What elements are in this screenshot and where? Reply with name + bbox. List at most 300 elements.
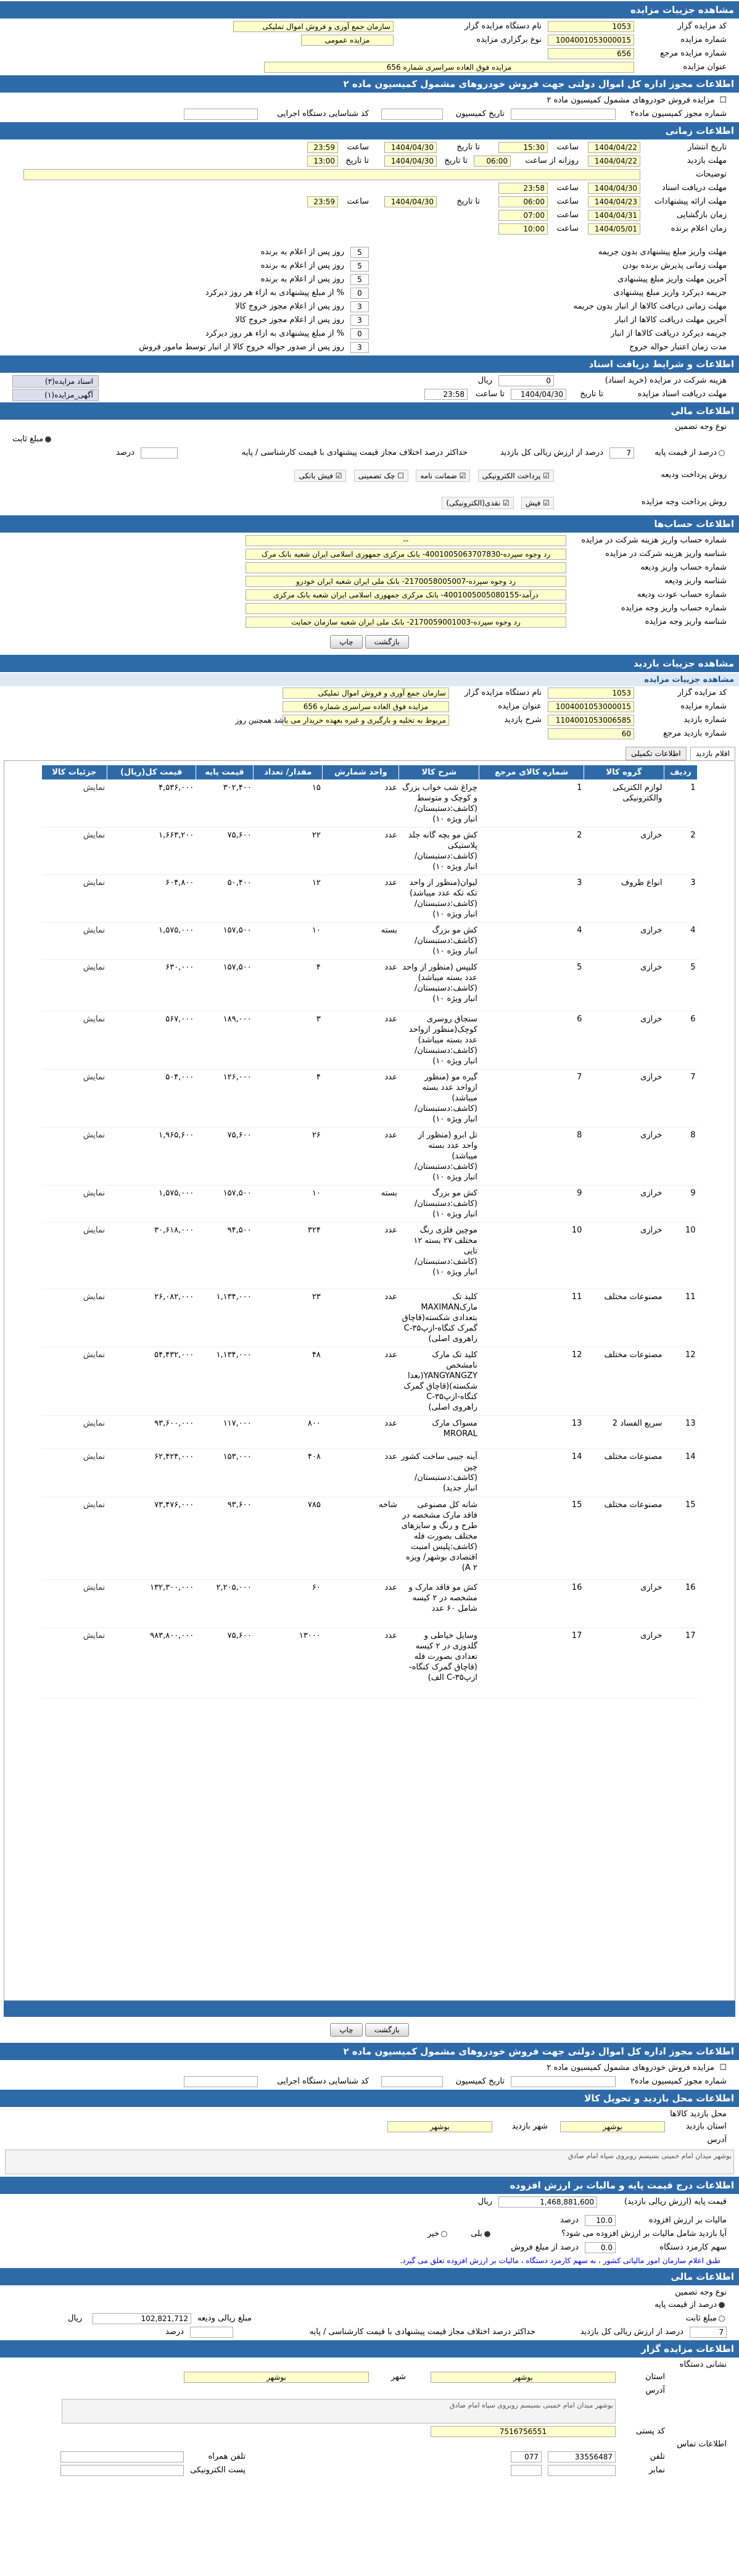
items-col-header[interactable]: قیمت پایه: [196, 765, 253, 780]
timing-rule-row: [0, 300, 739, 314]
item-ref: 7: [479, 1070, 584, 1128]
item-t: ۳۰,۶۱۸,۰۰۰: [107, 1223, 196, 1289]
ref-label: شماره مزایده مرجع: [660, 49, 727, 58]
item-q: ۲۲: [254, 828, 323, 875]
item-r: 2: [664, 828, 697, 875]
item-u: عدد: [323, 1012, 399, 1070]
item-p: ۹۴,۵۰۰: [196, 1223, 253, 1289]
fin2-max-unit: درصد: [165, 2327, 184, 2337]
item-q: ۴۰۸: [254, 1449, 323, 1497]
item-u: عدد: [323, 875, 399, 923]
timing-rule-row: [0, 327, 739, 341]
p1-label: فیش: [525, 499, 541, 507]
item-x[interactable]: نمایش: [42, 828, 107, 875]
item-u: عدد: [323, 1416, 399, 1449]
item-d: لیوان(منظور از واحد تکه تکه عدد میباشد)(کاشف:دستبستان/ انبار ویژه ۱۰): [399, 875, 479, 923]
rule-label: آخرین مهلت دریافت کالاها از انبار: [614, 315, 727, 325]
item-x[interactable]: نمایش: [42, 960, 107, 1012]
lot-desc: مربوط به تخلیه و بارگیری و غیره بعهده خریدار می باشد همچنین روز: [283, 715, 449, 726]
item-q: ۱۵: [254, 780, 323, 828]
pay-electronic-checkbox[interactable]: ☑ نقدی(الکترونیکی): [442, 497, 513, 509]
items-col-header[interactable]: گروه کالا: [584, 765, 664, 780]
dl-tl-label: تا ساعت: [475, 389, 505, 399]
auct-city: بوشهر: [184, 2372, 369, 2383]
item-x[interactable]: نمایش: [42, 1128, 107, 1186]
pct-radio[interactable]: [654, 448, 727, 457]
item-ref: 1: [479, 780, 584, 828]
item-p: ۱۵۷,۵۰۰: [196, 923, 253, 960]
item-x[interactable]: نمایش: [42, 1347, 107, 1416]
pay-receipt-checkbox[interactable]: ☑ فیش: [521, 497, 554, 509]
buttons-row-2: [0, 2017, 739, 2042]
item-q: ۱۰: [254, 923, 323, 960]
item-u: شاخه: [323, 1497, 399, 1580]
auct-tel-code: 077: [511, 2451, 542, 2462]
bid-to-time: 23:59: [307, 196, 338, 207]
timing-desc: [0, 168, 739, 181]
items-col-header[interactable]: جزئیات کالا: [42, 765, 107, 780]
items-col-header[interactable]: قیمت کل(ریال): [107, 765, 196, 780]
item-r: 12: [664, 1347, 697, 1416]
vat-no-radio[interactable]: [427, 2229, 449, 2238]
auct-addr: بوشهر میدان امام خمینی بسیسم روبروی سپاه امام صادق: [62, 2399, 616, 2424]
permit2-date: [381, 2076, 443, 2087]
title-field: مزایده فوق العاده سراسری شماره 656: [264, 62, 634, 73]
visitloc-addr-row: [0, 2134, 739, 2147]
item-u: عدد: [323, 1223, 399, 1289]
account-row: [0, 575, 739, 588]
permit2-num-label: شماره مجوز کمیسیون ماده۲: [630, 2077, 727, 2086]
permit-date-field: [381, 109, 443, 120]
auct-fax-row: [0, 2464, 739, 2477]
permit-row2: [0, 107, 739, 121]
pct-desc: درصد از ارزش ریالی کل بازدید: [500, 448, 603, 457]
item-p: ۵۰,۴۰۰: [196, 875, 253, 923]
pub-time-label: ساعت: [556, 143, 579, 152]
fin2-pctv-row: [0, 2325, 739, 2339]
item-g: مصنوعات مختلف: [584, 1449, 664, 1497]
item-p: ۱۸۹,۰۰۰: [196, 1012, 253, 1070]
auct-addr-label: آدرس: [645, 2386, 665, 2395]
item-r: 17: [664, 1628, 697, 1698]
visit-city-label: شهر بازدید: [511, 2122, 548, 2131]
item-ref: 16: [479, 1580, 584, 1628]
item-g: خرازی: [584, 1012, 664, 1070]
base-field: 1,468,881,600: [498, 2196, 597, 2208]
timing-open: [0, 209, 739, 222]
item-p: ۱,۱۳۴,۰۰۰: [196, 1289, 253, 1347]
item-d: چراغ شب خواب بزرگ و کوچک و متوسط (کاشف:دستبستان/ انبار ویژه ۱۰): [399, 780, 479, 828]
account-value: رد وجوه سپرده-4001005063707830- بانک مرکزی جمهوری اسلامی ایران شعبه بانک مرک: [246, 549, 566, 560]
item-t: ۱۳۲,۳۰۰,۰۰۰: [107, 1580, 196, 1628]
account-label: شماره حساب واریز وجه مزایده: [621, 604, 727, 613]
account-row: [0, 547, 739, 561]
permit-code-field: [184, 109, 258, 120]
lot-row4: [0, 727, 739, 741]
bid-time: 06:00: [498, 196, 548, 207]
fee-label: هزینه شرکت در مزایده (خرید اسناد): [605, 376, 727, 385]
fin2-pct-label: درصد از قیمت پایه: [654, 2300, 717, 2309]
item-r: 4: [664, 923, 697, 960]
method-guarantee-checkbox[interactable]: ☑ ضمانت نامه: [416, 470, 470, 482]
auctioneer-header: اطلاعات مزایده گزار: [0, 2340, 739, 2358]
max-field: [141, 447, 178, 459]
dep-type-label: نوع وجه تضمین: [675, 422, 727, 431]
item-p: ۷۵,۶۰۰: [196, 1128, 253, 1186]
account-label: شماره حساب عودت ودیعه: [637, 590, 727, 599]
visit-addr: بوشهر میدان امام خمینی بسیسم روبروی سپاه امام صادق: [5, 2150, 734, 2174]
account-row: [0, 588, 739, 602]
pct-field: 7: [609, 447, 634, 459]
open-time: 07:00: [498, 210, 548, 221]
method-electronic-checkbox[interactable]: ☑ پرداخت الکترونیکی: [478, 470, 554, 482]
com-unit: درصد از مبلغ فروش: [511, 2243, 579, 2252]
item-u: عدد: [323, 828, 399, 875]
item-u: عدد: [323, 1289, 399, 1347]
bid-to-date: 1404/04/30: [384, 196, 437, 207]
num-field: 1004001053000015: [548, 35, 634, 46]
items-col-header[interactable]: واحد شمارش: [323, 765, 399, 780]
items-body: [42, 780, 698, 1698]
method-receipt-checkbox[interactable]: ☑ فیش بانکی: [294, 470, 346, 482]
pay-method-label: روش پرداخت وجه مزایده: [641, 497, 727, 507]
fixed-radio-dot: [45, 436, 51, 442]
ann-date: 1404/05/01: [588, 223, 640, 235]
item-g: لوازم الکتریکی والکترونیکی: [584, 780, 664, 828]
rule-label: مدت زمان اعتبار حواله خروج: [629, 343, 727, 352]
permit2-checkbox[interactable]: ☐: [719, 2063, 727, 2072]
item-g: خرازی: [584, 1628, 664, 1698]
fin2-pct-radio[interactable]: [654, 2300, 727, 2309]
item-u: عدد: [323, 960, 399, 1012]
item-r: 11: [664, 1289, 697, 1347]
items-col-header[interactable]: شرح کالا: [399, 765, 479, 780]
item-p: ۱,۱۳۴,۰۰۰: [196, 1347, 253, 1416]
m1-label: پرداخت الکترونیکی: [482, 472, 541, 480]
visit-addr-label: آدرس: [707, 2135, 727, 2145]
items-table: [41, 765, 698, 1698]
item-x[interactable]: نمایش: [42, 1628, 107, 1698]
item-x[interactable]: نمایش: [42, 923, 107, 960]
fin2-header: اطلاعات مالی: [0, 2268, 739, 2285]
tab-items[interactable]: اقلام بازدید: [690, 747, 735, 760]
timing-header: اطلاعات زمانی: [0, 122, 739, 139]
permit-c1: مزایده فروش خودروهای مشمول کمیسیون ماده ۲: [547, 96, 714, 105]
lot-num-label: شماره مزایده: [680, 702, 727, 711]
print-button-2[interactable]: چاپ: [330, 2023, 362, 2037]
item-t: ۹۳,۶۰۰,۰۰۰: [107, 1416, 196, 1449]
item-q: ۴: [254, 960, 323, 1012]
lot-title: مزایده فوق العاده سراسری شماره 656: [283, 701, 449, 712]
fin2-fixed-label: مبلغ ثابت: [685, 2314, 717, 2323]
lot-org: سازمان جمع آوری و فروش اموال تملیکی: [283, 688, 449, 699]
item-d: تل ابرو (منظور از واحد عدد بسته میباشد)(کاشف:دستبستان/ انبار ویژه ۱۰): [399, 1128, 479, 1186]
rule-label: مهلت زمانی دریافت کالاها از انبار بدون جریمه: [573, 302, 727, 311]
desc-field: [23, 169, 640, 180]
item-row: [42, 1186, 698, 1223]
items-col-header[interactable]: ردیف: [664, 765, 697, 780]
rule-label: آخرین مهلت واریز مبلغ پیشنهادی: [617, 275, 727, 284]
item-p: ۷۵,۶۰۰: [196, 1628, 253, 1698]
lot-num: 1004001053000015: [548, 701, 634, 712]
vat-question: آیا بازدید شامل مالیات بر ارزش افزوده می شود؟: [561, 2229, 727, 2238]
item-d: مسواک مارک MRORAL: [399, 1416, 479, 1449]
item-t: ۵۶۷,۰۰۰: [107, 1012, 196, 1070]
item-row: [42, 780, 698, 828]
permit-code-label: کد شناسایی دستگاه اجرایی: [277, 109, 369, 118]
item-p: ۱۵۳,۰۰۰: [196, 1449, 253, 1497]
item-q: ۱۳۰۰۰: [254, 1628, 323, 1698]
timing-bid: [0, 195, 739, 209]
vat-yes-radio[interactable]: [471, 2229, 492, 2238]
fin2-pct-field: 7: [690, 2327, 727, 2338]
row-num: [0, 33, 739, 47]
item-q: ۴۸: [254, 1347, 323, 1416]
desc-label: توضیحات: [696, 170, 727, 179]
fin2-amt: 102,821,712: [93, 2313, 191, 2324]
rule-value: 0: [350, 328, 369, 339]
lot-tabs: [0, 741, 739, 760]
permit2-row2: [0, 2075, 739, 2088]
m3-label: چک تضمینی: [358, 472, 395, 480]
visit-city: بوشهر: [387, 2121, 492, 2132]
m2-label: ضمانت نامه: [420, 472, 457, 480]
rule-unit: روز پس از اعلام مجوز خروج کالا: [235, 302, 344, 311]
open-label: زمان بازگشایی: [677, 210, 727, 220]
item-r: 7: [664, 1070, 697, 1128]
dep-type-row: [0, 433, 739, 446]
item-row: [42, 828, 698, 875]
visit-to-label: تا تاریخ: [444, 156, 468, 165]
fixed-radio[interactable]: [12, 434, 53, 444]
item-x[interactable]: نمایش: [42, 875, 107, 923]
ad-download-button[interactable]: آگهی_مزایده(۱): [12, 389, 99, 401]
pub-to-date: 1404/04/30: [384, 142, 437, 153]
auct-tel: 33556487: [548, 2451, 616, 2462]
account-value: درآمد-4001005005080155- بانک مرکزی جمهوری اسلامی ایران شعبه بانک مرکزی: [246, 589, 566, 600]
docs-deadline-row: [0, 388, 739, 401]
timing-rule-row: [0, 341, 739, 354]
dl-label: مهلت دریافت اسناد مزایده: [637, 389, 727, 399]
item-q: ۸۰۰: [254, 1416, 323, 1449]
account-label: شناسه واریز وجه مزایده: [645, 617, 727, 626]
visit-prov: بوشهر: [560, 2121, 665, 2132]
item-t: ۴,۵۳۶,۰۰۰: [107, 780, 196, 828]
print-button[interactable]: چاپ: [330, 635, 362, 649]
back-button[interactable]: بازگشت: [365, 635, 409, 649]
item-r: 16: [664, 1580, 697, 1628]
item-g: مصنوعات مختلف: [584, 1497, 664, 1580]
item-u: عدد: [323, 1128, 399, 1186]
lot-code: 1053: [548, 688, 634, 699]
item-d: وسایل خیاطی و گلدوزی در ۲ کیسه تعدادی بصورت فله (قاچاق گمرک کنگاه-ازپ۳۵-C الف): [399, 1628, 479, 1698]
pct-label: درصد از قیمت پایه: [654, 448, 717, 457]
vat-yes-dot: [484, 2231, 490, 2237]
rule-value: 5: [350, 260, 369, 272]
auct-zip-label: کد پستی: [635, 2427, 665, 2436]
title-label: عنوان مزایده: [683, 62, 727, 72]
item-q: ۴: [254, 1070, 323, 1128]
visit-prov-label: استان بازدید: [685, 2122, 727, 2131]
pct-radio-dot: [719, 450, 725, 456]
com-label: سهم کارمزد دستگاه: [659, 2243, 727, 2252]
rule-label: جریمه دیرکرد واریز مبلغ پیشنهادی: [613, 288, 727, 297]
item-ref: 8: [479, 1128, 584, 1186]
item-q: ۲۶: [254, 1128, 323, 1186]
timing-ann: [0, 222, 739, 236]
item-d: آینه جیبی ساخت کشور چین (کاشف:دستبستان/ انبار جدید): [399, 1449, 479, 1497]
account-row: [0, 602, 739, 615]
auct-email-label: پست الکترونیکی: [190, 2466, 246, 2475]
visit-time: 06:00: [474, 156, 511, 167]
permit-checkbox[interactable]: ☐: [719, 96, 727, 105]
items-panel: [4, 760, 735, 2001]
method-check-checkbox[interactable]: ☐ چک تضمینی: [354, 470, 408, 482]
price-header: اطلاعات درج قیمت پایه و مالیات بر ارزش افزوده: [0, 2177, 739, 2194]
item-ref: 5: [479, 960, 584, 1012]
lot-ref-label: شماره بازدید مرجع: [663, 729, 727, 738]
item-u: عدد: [323, 780, 399, 828]
permit2-code-label: کد شناسایی دستگاه اجرایی: [277, 2077, 369, 2086]
item-d: کلید تک مارکMAXIMAN بتعدادی شکسته(قاچاق گمرک کنگاه-ازپ۳۵-C راهروی اصلی): [399, 1289, 479, 1347]
auct-email: [60, 2465, 184, 2476]
bid-to-label: تا تاریخ: [456, 197, 480, 206]
permit-header: اطلاعات مجوز اداره کل اموال دولتی جهت فروش خودروهای مشمول کمیسیون ماده ۲: [0, 75, 739, 93]
fin2-amt-unit: ریال: [68, 2314, 83, 2323]
item-x[interactable]: نمایش: [42, 1497, 107, 1580]
item-d: کش مو بزرگ (کاشف:دستبستان/ انبار ویژه ۱۰): [399, 923, 479, 960]
item-q: ۶۰: [254, 1580, 323, 1628]
fin-header: اطلاعات مالی: [0, 402, 739, 420]
doc-time: 23:58: [498, 183, 548, 194]
item-r: 5: [664, 960, 697, 1012]
item-ref: 10: [479, 1223, 584, 1289]
rule-label: جریمه دیرکرد دریافت کالاها از انبار: [611, 329, 727, 338]
item-ref: 2: [479, 828, 584, 875]
item-row: [42, 1449, 698, 1497]
docs-fee-row: [0, 374, 739, 388]
auction-details-header: مشاهده جزییات مزایده: [0, 1, 739, 19]
docs-download-button[interactable]: اسناد مزایده(۳): [12, 375, 99, 388]
item-u: عدد: [323, 1628, 399, 1698]
item-r: 8: [664, 1128, 697, 1186]
acc-header: اطلاعات حساب‌ها: [0, 515, 739, 533]
item-t: ۲۶,۰۸۲,۰۰۰: [107, 1289, 196, 1347]
item-r: 9: [664, 1186, 697, 1223]
permit-num-label: شماره مجوز کمیسیون ماده۲: [630, 109, 727, 118]
item-g: خرازی: [584, 1186, 664, 1223]
bid-date: 1404/04/23: [588, 196, 640, 207]
vat-field: 10.0: [585, 2215, 616, 2226]
lot-row3: [0, 713, 739, 727]
item-x[interactable]: نمایش: [42, 1223, 107, 1289]
timing-rule-row: [0, 314, 739, 327]
visit-daily-label: روزانه از ساعت: [525, 156, 579, 165]
dl-time: 23:58: [424, 389, 468, 400]
dl-date: 1404/04/30: [511, 389, 566, 400]
row-title: [0, 60, 739, 74]
rule-value: 5: [350, 247, 369, 258]
rule-unit: روز پس از صدور حواله خروج کالا از انبار توسط مامور فروش: [139, 343, 344, 352]
fin2-max-label: حداکثر درصد اختلاف مجاز قیمت پیشنهادی با قیمت کارشناسی / پایه: [309, 2327, 535, 2337]
auct-zip-row: [0, 2425, 739, 2438]
visit-to-time-label: تا تاریخ: [345, 156, 369, 165]
item-t: ۱,۹۶۵,۶۰۰: [107, 1128, 196, 1186]
back-button-2[interactable]: بازگشت: [365, 2023, 409, 2037]
auct-city-label: شهر: [390, 2372, 406, 2382]
item-row: [42, 1497, 698, 1580]
item-x[interactable]: نمایش: [42, 780, 107, 828]
pub-to-label: تا تاریخ: [456, 143, 480, 152]
permit2-row1: [0, 2061, 739, 2075]
item-t: ۱,۵۷۵,۰۰۰: [107, 923, 196, 960]
item-t: ۶۲,۴۲۴,۰۰۰: [107, 1449, 196, 1497]
item-q: ۲۳: [254, 1289, 323, 1347]
items-col-header[interactable]: شماره کالای مرجع: [479, 765, 584, 780]
pub-time: 15:30: [498, 142, 548, 153]
item-x[interactable]: نمایش: [42, 1070, 107, 1128]
items-head: [42, 765, 698, 780]
item-t: ۱,۶۶۳,۲۰۰: [107, 828, 196, 875]
item-row: [42, 1580, 698, 1628]
account-row: [0, 615, 739, 629]
dep-method-row: [0, 468, 739, 487]
p2-label: نقدی(الکترونیکی): [446, 499, 501, 507]
item-t: ۶۰۴,۸۰۰: [107, 875, 196, 923]
item-ref: 12: [479, 1347, 584, 1416]
vat-yes-label: بلی: [471, 2229, 482, 2238]
account-value: [246, 562, 566, 573]
item-t: ۵۴,۴۳۲,۰۰۰: [107, 1347, 196, 1416]
dep-method-label: روش پرداخت ودیعه: [661, 470, 727, 480]
item-x[interactable]: نمایش: [42, 1449, 107, 1497]
rule-unit: روز پس از اعلام به برنده: [260, 247, 344, 257]
dl-to-label: تا تاریخ: [580, 389, 603, 399]
item-x[interactable]: نمایش: [42, 1580, 107, 1628]
type-label: نوع برگزاری مزایده: [476, 35, 542, 44]
item-ref: 4: [479, 923, 584, 960]
items-col-header[interactable]: مقدار/ تعداد: [254, 765, 323, 780]
item-x[interactable]: نمایش: [42, 1289, 107, 1347]
base-label: قیمت پایه (ارزش ریالی بازدید): [624, 2197, 727, 2206]
item-u: عدد: [323, 1449, 399, 1497]
auct-tel-label: تلفن: [650, 2452, 665, 2461]
tab-extra[interactable]: اطلاعات تکمیلی: [625, 747, 686, 760]
item-row: [42, 960, 698, 1012]
timing-rule-row: [0, 286, 739, 300]
item-row: [42, 1347, 698, 1416]
max-unit: درصد: [116, 448, 134, 457]
item-x[interactable]: نمایش: [42, 1012, 107, 1070]
account-label: شناسه واریز ودیعه: [664, 576, 727, 586]
item-row: [42, 1128, 698, 1186]
vat-note: طبق اعلام سازمان امور مالیاتی کشور ، به سهم کارمزد دستگاه ، مالیات بر ارزش افزوده تعلق می گیرد.: [400, 2256, 720, 2265]
bid-to-time-label: ساعت: [347, 197, 369, 206]
item-p: ۲,۲۰۵,۰۰۰: [196, 1580, 253, 1628]
item-u: بسته: [323, 923, 399, 960]
fin2-fixed-radio[interactable]: [686, 2314, 727, 2323]
visitloc-header: اطلاعات محل بازدید و تحویل کالا: [0, 2090, 739, 2107]
item-u: عدد: [323, 1580, 399, 1628]
item-row: [42, 1223, 698, 1289]
rule-label: مهلت واریز مبلغ پیشنهادی بدون جریمه: [598, 247, 727, 257]
item-t: ۱,۵۷۵,۰۰۰: [107, 1186, 196, 1223]
auct-tel-row: [0, 2450, 739, 2464]
vat-no-dot: [441, 2231, 447, 2237]
item-x[interactable]: نمایش: [42, 1416, 107, 1449]
rule-value: 3: [350, 342, 369, 353]
item-x[interactable]: نمایش: [42, 1186, 107, 1223]
